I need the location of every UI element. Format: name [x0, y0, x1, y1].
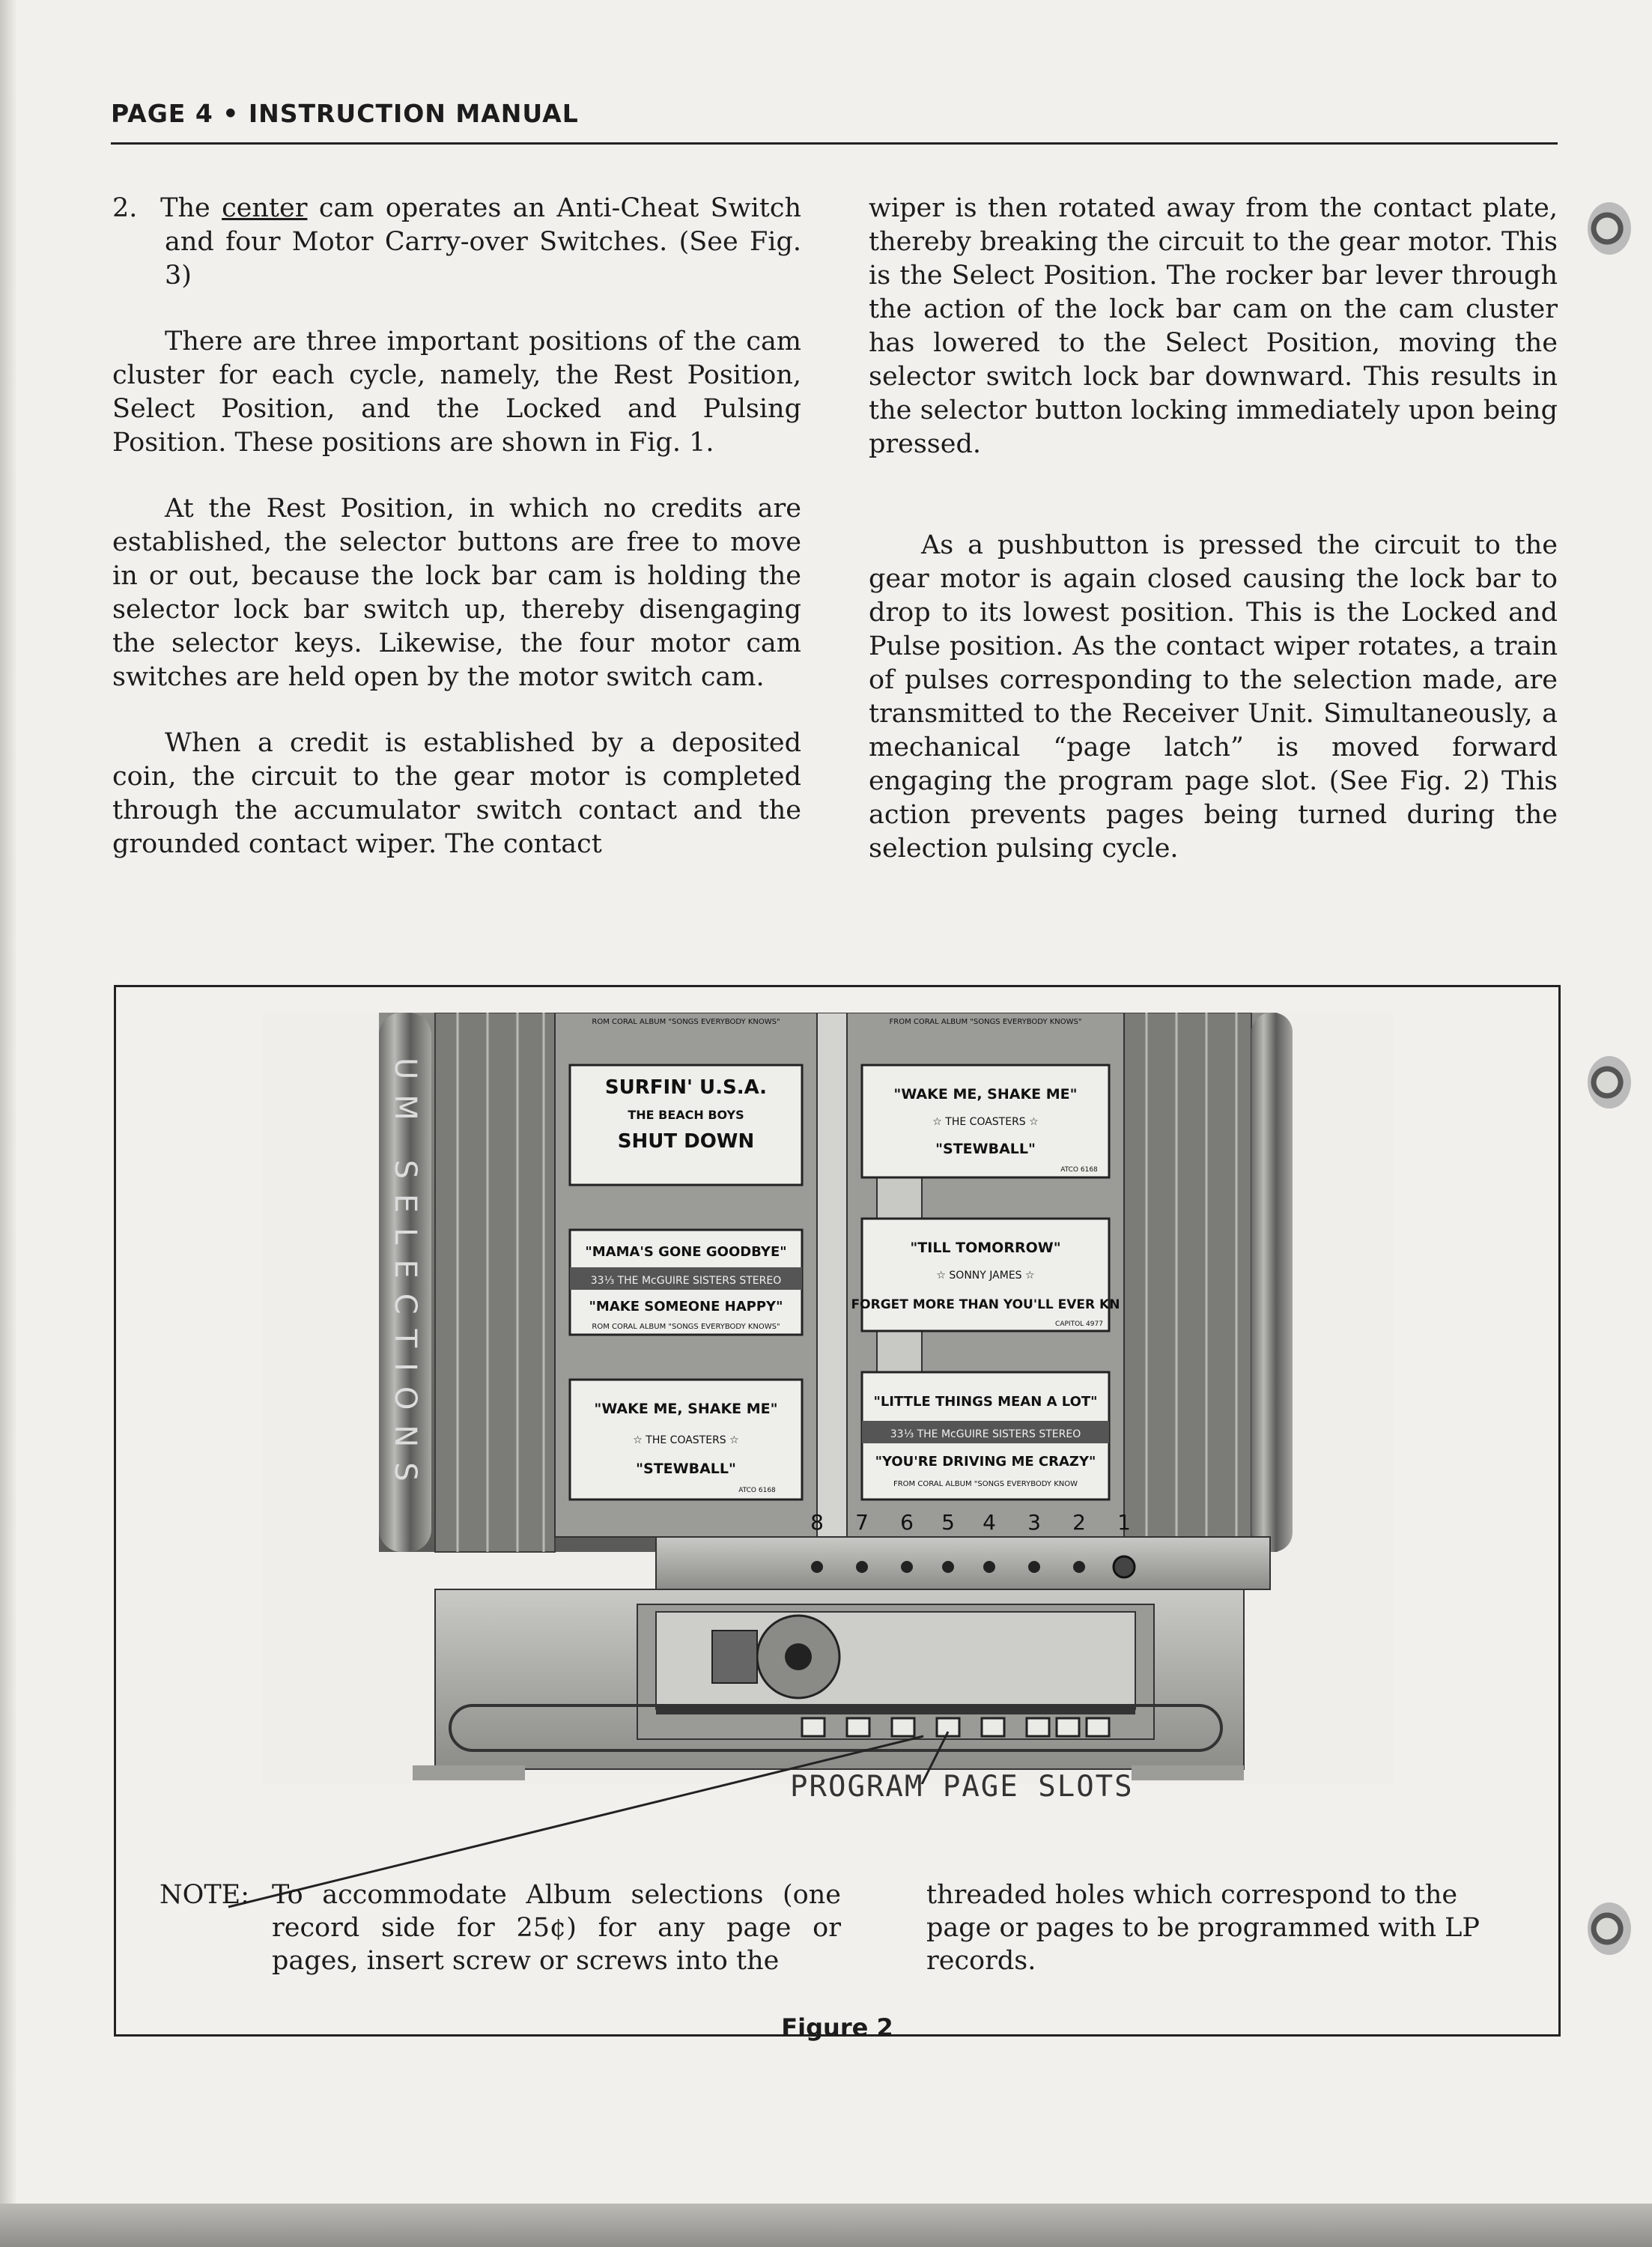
page-number: 6: [900, 1510, 914, 1535]
note-text-left: To accommodate Album selections (one record side for 25¢) for any page or pages, insert screw or screws into the: [272, 1880, 841, 1976]
paragraph-rest-position: At the Rest Position, in which no credits are established, the selector buttons are free to move in or out, because the lock bar cam is holding the selector lock bar switch up, thereby disengaging the selector keys. Likewise, the four motor cam switches are held open by the motor switch cam.: [112, 494, 801, 692]
binder-hole-icon: [1588, 1056, 1631, 1109]
card-small-print: FROM CORAL ALBUM "SONGS EVERYBODY KNOWS": [889, 1018, 1082, 1026]
program-page-slots-label: PROGRAM PAGE SLOTS: [790, 1770, 1134, 1804]
note-left: [160, 1878, 968, 1977]
figure-caption: Figure 2: [781, 2013, 893, 2042]
card-title: "STEWBALL": [636, 1461, 736, 1477]
paragraph-pushbutton: As a pushbutton is pressed the circuit to the gear motor is again closed causing the lock bar to drop to its lowest position. This is the Locked and Pulse position. As the contact wiper rotates, a train of pulses corresponding to the selection made, are transmitted to the Receiver Unit. Simultaneously, a mechanical “page latch” is moved forward engaging the program page slot. (See Fig. 2) This action prevents pages being turned during the selection pulsing cycle.: [869, 530, 1558, 864]
callout-leader-line: [116, 987, 1558, 2034]
item-text-after: cam operates an Anti-Cheat Switch and four Motor Carry-over Switches. (See Fig. 3): [165, 193, 801, 291]
card-artist: 33⅓ THE McGUIRE SISTERS STEREO: [890, 1428, 1081, 1440]
page-edge: [0, 0, 16, 2247]
card-small-print: ROM CORAL ALBUM "SONGS EVERYBODY KNOWS": [592, 1323, 780, 1331]
note-text-right: threaded holes which correspond to the page or pages to be programmed with LP records.: [926, 1880, 1480, 1976]
note-label: NOTE:: [160, 1880, 250, 1910]
card-title: "WAKE ME, SHAKE ME": [893, 1086, 1078, 1103]
card-artist: ☆ THE COASTERS ☆: [932, 1116, 1039, 1128]
page-number: 7: [855, 1510, 869, 1535]
card-title: "STEWBALL": [935, 1141, 1036, 1157]
item-number: 2.: [112, 193, 138, 223]
page-number: 2: [1072, 1510, 1086, 1535]
card-title: "MAKE SOMEONE HAPPY": [589, 1299, 783, 1314]
card-small-print: CAPITOL 4977: [1055, 1320, 1103, 1328]
card-title: "YOU'RE DRIVING ME CRAZY": [875, 1454, 1096, 1470]
card-title: FORGET MORE THAN YOU'LL EVER KN: [851, 1297, 1120, 1312]
item-underlined-word: center: [222, 193, 308, 223]
card-title: SHUT DOWN: [617, 1130, 755, 1153]
card-small-print: ATCO 6168: [1060, 1166, 1098, 1174]
header-rule: [111, 142, 1558, 145]
paragraph-credit: When a credit is established by a deposited coin, the circuit to the gear motor is completed through the accumulator switch contact and the grounded contact wiper. The contact: [112, 728, 801, 859]
card-small-print: ATCO 6168: [738, 1487, 776, 1494]
card-title: "WAKE ME, SHAKE ME": [594, 1401, 778, 1417]
card-title: SURFIN' U.S.A.: [604, 1076, 768, 1099]
item-text-before: The: [160, 193, 210, 223]
figure-2: [114, 985, 1561, 2042]
page-number: 3: [1027, 1510, 1041, 1535]
card-title: "LITTLE THINGS MEAN A LOT": [873, 1394, 1098, 1410]
card-artist: THE BEACH BOYS: [628, 1108, 744, 1122]
page-number: 1: [1117, 1510, 1131, 1535]
numbered-item: [112, 192, 801, 293]
page-header: PAGE 4 • INSTRUCTION MANUAL: [111, 99, 579, 128]
card-title: "MAMA'S GONE GOODBYE": [585, 1244, 787, 1260]
paragraph-select-position: wiper is then rotated away from the contact plate, thereby breaking the circuit to the gear motor. This is the Select Position. The rocker bar lever through the action of the lock bar cam on the cam cluster has lowered to the Select Position, moving the selector switch lock bar downward. This results in the selector button locking immediately upon being pressed.: [869, 193, 1558, 459]
page-number: 4: [983, 1510, 996, 1535]
binder-hole-icon: [1588, 1902, 1631, 1955]
side-label: UM SELECTIONS: [388, 1058, 422, 1497]
card-artist: 33⅓ THE McGUIRE SISTERS STEREO: [590, 1275, 782, 1287]
binder-hole-icon: [1588, 202, 1631, 255]
card-artist: ☆ THE COASTERS ☆: [633, 1434, 739, 1446]
card-title: "TILL TOMORROW": [910, 1240, 1061, 1256]
left-column: [112, 192, 801, 894]
page-number: 8: [810, 1510, 824, 1535]
right-column: [869, 192, 1558, 898]
page-number: 5: [941, 1510, 955, 1535]
scanner-bottom-edge: [0, 2204, 1652, 2247]
card-artist: ☆ SONNY JAMES ☆: [936, 1270, 1035, 1282]
card-small-print: ROM CORAL ALBUM "SONGS EVERYBODY KNOWS": [592, 1018, 780, 1026]
card-small-print: FROM CORAL ALBUM "SONGS EVERYBODY KNOW: [893, 1480, 1078, 1488]
paragraph-positions: There are three important positions of the cam cluster for each cycle, namely, the Rest Position, Select Position, and the Locked and Pulsing Position. These positions are shown in Fig. 1.: [112, 327, 801, 458]
